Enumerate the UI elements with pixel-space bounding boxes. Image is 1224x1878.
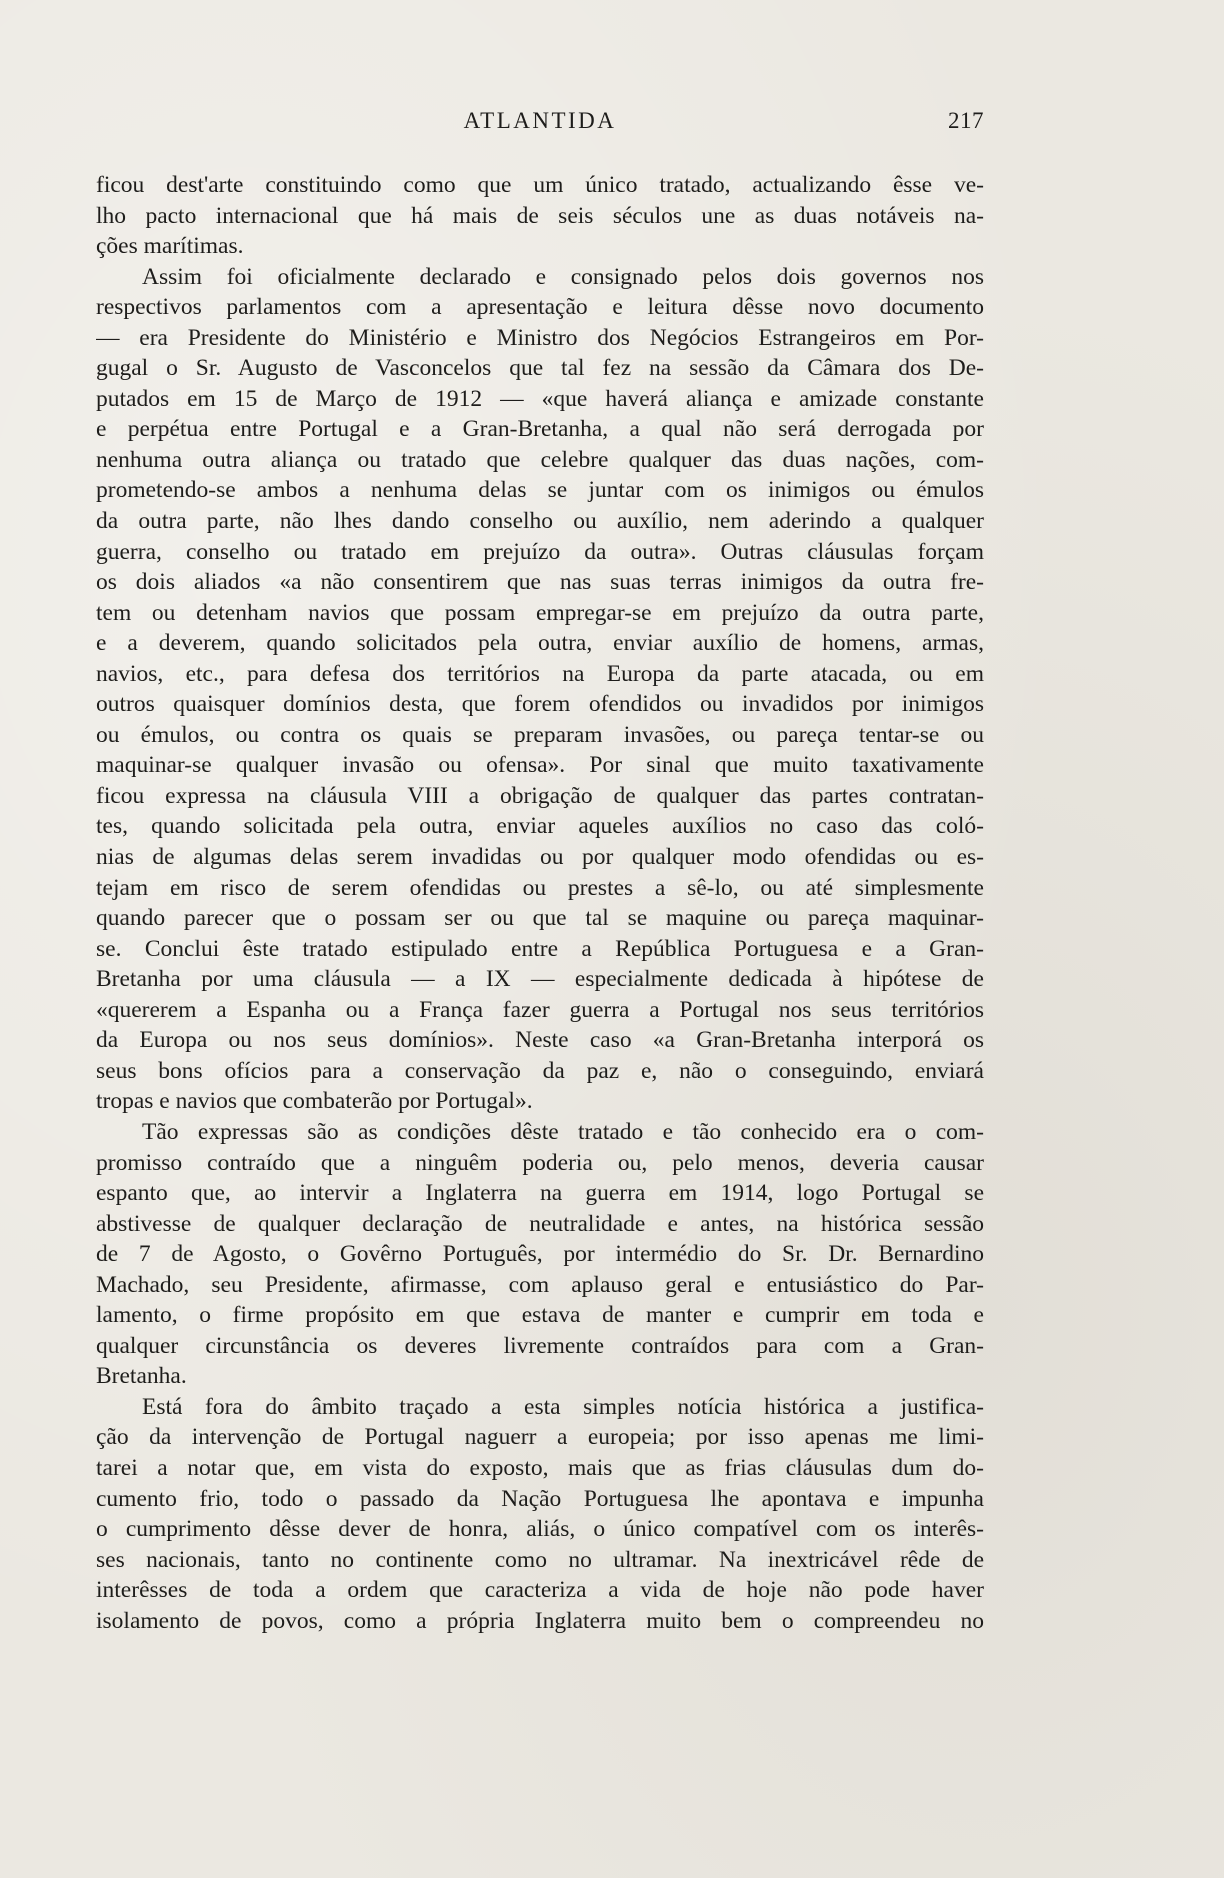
text-line: nenhuma outra aliança ou tratado que celebre qualquer das duas nações, com- xyxy=(96,446,984,473)
text-line: da outra parte, não lhes dando conselho ou auxílio, nem aderindo a qualquer xyxy=(96,508,984,535)
running-header xyxy=(96,108,984,138)
text-line: — era Presidente do Ministério e Ministro dos Negócios Estrangeiros em Por- xyxy=(96,324,984,351)
text-line: gugal o Sr. Augusto de Vasconcelos que tal fez na sessão da Câmara dos De- xyxy=(96,355,984,382)
text-line: lho pacto internacional que há mais de seis séculos une as duas notáveis na- xyxy=(96,202,984,229)
text-line: abstivesse de qualquer declaração de neutralidade e antes, na histórica sessão xyxy=(96,1210,984,1237)
text-line: tes, quando solicitada pela outra, enviar aqueles auxílios no caso das coló- xyxy=(96,813,984,840)
text-line: espanto que, ao intervir a Inglaterra na guerra em 1914, logo Portugal se xyxy=(96,1180,984,1207)
text-line: se. Conclui êste tratado estipulado entre a República Portuguesa e a Gran- xyxy=(96,935,984,962)
text-line: Está fora do âmbito traçado a esta simples notícia histórica a justifica- xyxy=(142,1393,984,1420)
text-line: tejam em risco de serem ofendidas ou prestes a sê-lo, ou até simplesmente xyxy=(96,874,984,901)
text-line: putados em 15 de Março de 1912 — «que haverá aliança e amizade constante xyxy=(96,385,984,412)
text-line: tropas e navios que combaterão por Portugal». xyxy=(96,1088,533,1115)
text-line: prometendo-se ambos a nenhuma delas se juntar com os inimigos ou émulos xyxy=(96,477,984,504)
page-number: 217 xyxy=(948,108,984,133)
text-line: Assim foi oficialmente declarado e consignado pelos dois governos nos xyxy=(142,263,984,290)
text-line: seus bons ofícios para a conservação da paz e, não o conseguindo, enviará xyxy=(96,1057,984,1084)
text-line: ficou dest'arte constituindo como que um único tratado, actualizando êsse ve- xyxy=(96,172,984,198)
text-line: maquinar-se qualquer invasão ou ofensa». Por sinal que muito taxativamente xyxy=(96,752,984,779)
text-line: de 7 de Agosto, o Govêrno Português, por intermédio do Sr. Dr. Bernardino xyxy=(96,1241,984,1268)
text-line: respectivos parlamentos com a apresentação e leitura dêsse novo documento xyxy=(96,294,984,321)
text-line: isolamento de povos, como a própria Inglaterra muito bem o compreendeu no xyxy=(96,1607,984,1634)
text-line: cumento frio, todo o passado da Nação Portuguesa lhe apontava e impunha xyxy=(96,1485,984,1512)
text-line: ou émulos, ou contra os quais se preparam invasões, ou pareça tentar-se ou xyxy=(96,721,984,748)
text-line: guerra, conselho ou tratado em prejuízo da outra». Outras cláusulas forçam xyxy=(96,538,984,565)
text-line: promisso contraído que a ninguêm poderia ou, pelo menos, deveria causar xyxy=(96,1149,984,1176)
text-line: tem ou detenham navios que possam empregar-se em prejuízo da outra parte, xyxy=(96,599,984,626)
text-line: qualquer circunstância os deveres livremente contraídos para com a Gran- xyxy=(96,1332,984,1359)
text-line: Machado, seu Presidente, afirmasse, com aplauso geral e entusiástico do Par- xyxy=(96,1271,984,1298)
text-line: tarei a notar que, em vista do exposto, mais que as frias cláusulas dum do- xyxy=(96,1454,984,1481)
text-line: interêsses de toda a ordem que caracteriza a vida de hoje não pode haver xyxy=(96,1577,984,1604)
text-line: ficou expressa na cláusula VIII a obrigação de qualquer das partes contratan- xyxy=(96,782,984,809)
text-line: os dois aliados «a não consentirem que nas suas terras inimigos da outra fre- xyxy=(96,569,984,596)
text-line: ses nacionais, tanto no continente como no ultramar. Na inextricável rêde de xyxy=(96,1546,984,1573)
text-line: ções marítimas. xyxy=(96,233,244,260)
text-line: nias de algumas delas serem invadidas ou por qualquer modo ofendidas ou es- xyxy=(96,844,984,871)
text-line: Bretanha. xyxy=(96,1363,187,1390)
text-line: ção da intervenção de Portugal naguerr a europeia; por isso apenas me limi- xyxy=(96,1424,984,1451)
body-text xyxy=(96,170,984,1636)
text-line: e perpétua entre Portugal e a Gran-Bretanha, a qual não será derrogada por xyxy=(96,416,984,443)
text-line: lamento, o firme propósito em que estava de manter e cumprir em toda e xyxy=(96,1302,984,1329)
text-line: Tão expressas são as condições dêste tratado e tão conhecido era o com- xyxy=(142,1118,984,1145)
text-line: e a deverem, quando solicitados pela outra, enviar auxílio de homens, armas, xyxy=(96,630,984,657)
text-line: da Europa ou nos seus domínios». Neste caso «a Gran-Bretanha interporá os xyxy=(96,1027,984,1054)
running-title: ATLANTIDA xyxy=(463,108,617,133)
text-line: navios, etc., para defesa dos territórios na Europa da parte atacada, ou em xyxy=(96,660,984,687)
text-line: Bretanha por uma cláusula — a IX — especialmente dedicada à hipótese de xyxy=(96,966,984,993)
text-line: o cumprimento dêsse dever de honra, aliás, o único compatível com os interês- xyxy=(96,1516,984,1543)
text-line: «quererem a Espanha ou a França fazer guerra a Portugal nos seus territórios xyxy=(96,996,984,1023)
text-line: quando parecer que o possam ser ou que tal se maquine ou pareça maquinar- xyxy=(96,905,984,932)
text-line: outros quaisquer domínios desta, que forem ofendidos ou invadidos por inimigos xyxy=(96,691,984,718)
